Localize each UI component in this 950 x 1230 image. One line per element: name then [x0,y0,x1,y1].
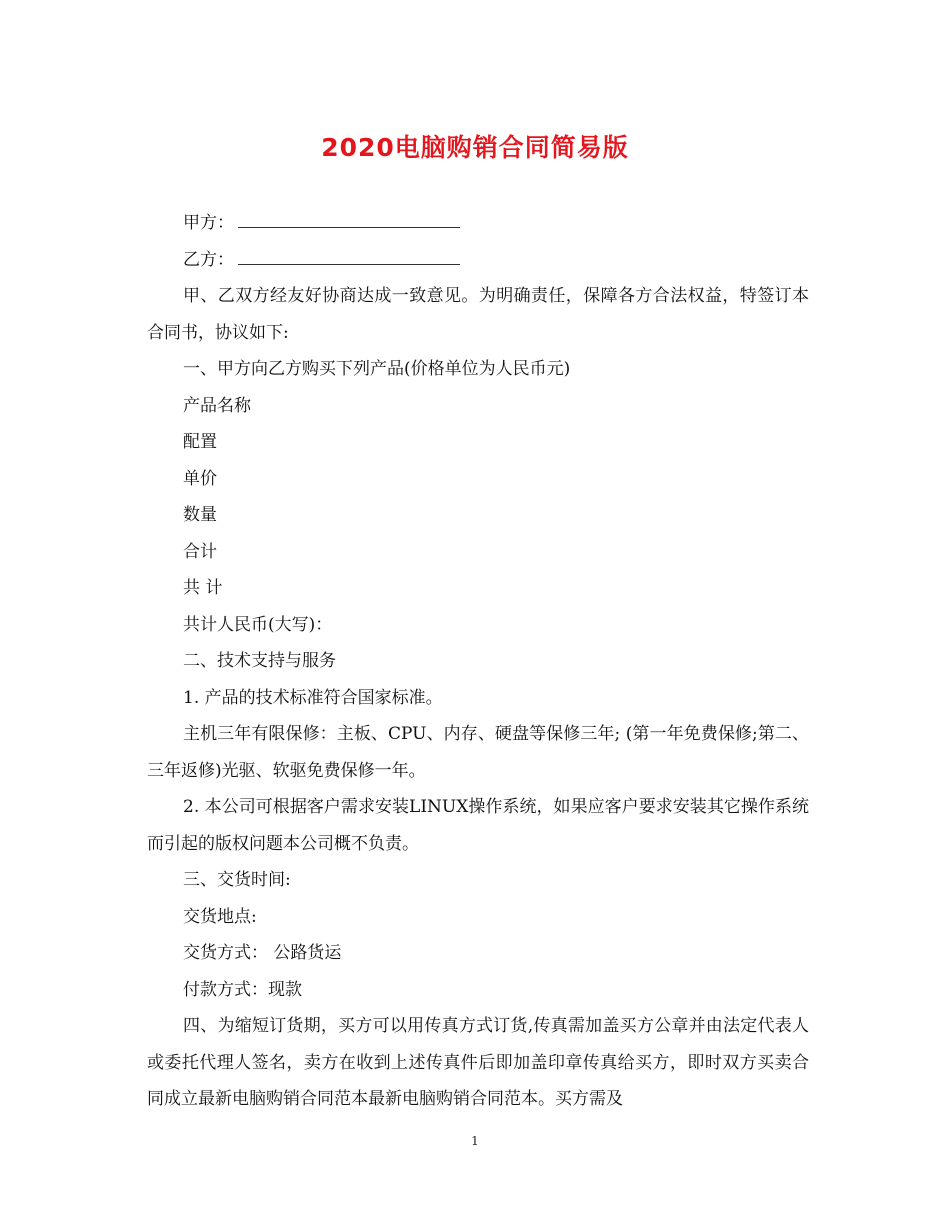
config-label: 配置 [183,432,217,452]
party-b-label: 乙方： [183,249,234,270]
party-a-blank [238,213,460,228]
section-3-heading: 三、交货时间: [183,870,291,890]
party-a-line [147,205,809,242]
party-b-blank [238,250,460,265]
subtotal-label: 合计 [183,541,217,562]
party-a-label: 甲方： [183,213,234,233]
document-body [147,205,809,1118]
intro-paragraph: 甲、乙双方经友好协商达成一致意见。为明确责任，保障各方合法权益，特签订本合同书，协议如下: [147,286,809,343]
quantity-label: 数量 [183,505,217,525]
party-b-line [147,242,809,279]
product-name-label: 产品名称 [183,395,251,416]
section-2-item-2: 2. 本公司可根据客户需求安装LINUX操作系统，如果应客户要求安装其它操作系统而引起的版权问题本公司概不负责。 [147,797,809,854]
payment-method: 付款方式：现款 [183,979,302,1000]
section-1-heading: 一、甲方向乙方购买下列产品(价格单位为人民币元) [183,359,571,379]
page-number: 1 [471,1134,479,1148]
total-label: 共 计 [183,578,223,598]
unit-price-label: 单价 [183,468,217,489]
section-2-heading: 二、技术支持与服务 [183,651,336,671]
delivery-method: 交货方式： 公路货运 [183,943,342,963]
delivery-place: 交货地点: [183,906,257,927]
document-title: 2020电脑购销合同简易版 [321,133,629,162]
section-4-paragraph: 四、为缩短订货期，买方可以用传真方式订货,传真需加盖买方公章并由法定代表人或委托代理人签名，卖方在收到上述传真件后即加盖印章传真给买方，即时双方买卖合同成立最新电脑购销合同范本最新电脑购销合同范本。买方需及 [147,1016,809,1109]
total-rmb-label: 共计人民币(大写)： [183,614,333,635]
warranty-paragraph: 主机三年有限保修：主板、CPU、内存、硬盘等保修三年; (第一年免费保修;第二、三年返修)光驱、软驱免费保修一年。 [147,724,809,781]
section-2-item-1: 1. 产品的技术标准符合国家标准。 [183,687,443,708]
